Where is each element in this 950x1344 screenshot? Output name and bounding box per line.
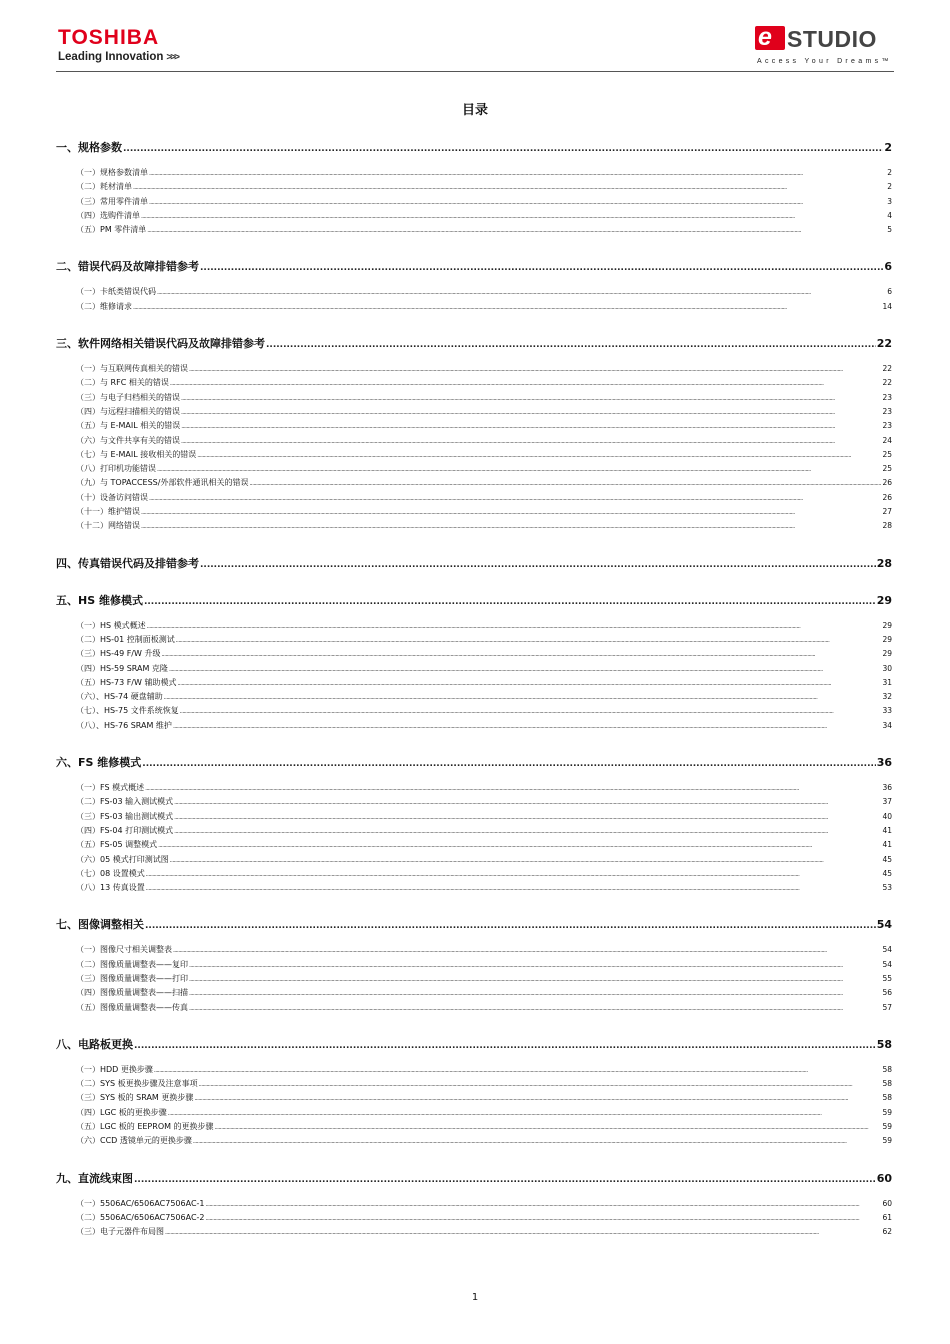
dot-leader: [194, 1092, 881, 1106]
dot-leader: [142, 757, 875, 772]
toc-entry-page: 55: [882, 973, 892, 983]
toc-entry-label: （八）打印机功能错误: [76, 464, 156, 474]
toc-entry-label: （五）与 E-MAIL 相关的错误: [76, 421, 181, 431]
dot-leader: [176, 634, 882, 648]
dot-leader: [249, 477, 881, 491]
toc-entry[interactable]: [56, 1063, 892, 1077]
dot-leader: [181, 392, 881, 406]
toc-entry[interactable]: [56, 853, 892, 867]
toc-entry[interactable]: [56, 462, 892, 476]
toc-entry[interactable]: [56, 676, 892, 690]
dot-leader: [181, 406, 881, 420]
toc-entry[interactable]: [56, 943, 892, 957]
dot-leader: [174, 825, 881, 839]
toc-entry-label: （四）与远程扫描相关的错误: [76, 406, 180, 416]
toc-entry-label: （十一）维护错误: [76, 507, 140, 517]
toc-section-page: 28: [876, 556, 892, 570]
toc-subsection-list: [56, 619, 892, 733]
dot-leader: [189, 363, 881, 377]
dot-leader: [181, 420, 881, 434]
toc-entry-label: （六）CCD 透镜单元的更换步骤: [76, 1136, 192, 1146]
toc-section-label: 九、直流线束图: [56, 1171, 133, 1185]
toc-entry-page: 14: [882, 301, 892, 311]
toc-subsection-list: [56, 781, 892, 895]
toc-section-page: 29: [876, 593, 892, 607]
toc-entry-page: 61: [882, 1212, 892, 1222]
toc-entry[interactable]: [56, 180, 892, 194]
toc-section[interactable]: [56, 1171, 892, 1186]
dot-leader: [144, 595, 876, 610]
dot-leader: [206, 1198, 882, 1212]
toc-entry-page: 59: [882, 1136, 892, 1146]
toc-section[interactable]: [56, 259, 892, 274]
dot-leader: [197, 449, 881, 463]
toc-subsection-list: [56, 1063, 892, 1149]
toc-entry[interactable]: [56, 419, 892, 433]
toc-entry-label: （二）5506AC/6506AC7506AC-2: [76, 1212, 205, 1222]
toc-entry-label: （二）FS-03 输入测试模式: [76, 797, 174, 807]
toc-entry-label: （三）与电子归档相关的错误: [76, 392, 180, 402]
dot-leader: [157, 463, 881, 477]
toc-section-label: 一、规格参数: [56, 141, 122, 154]
toc-entry-page: 31: [882, 677, 892, 687]
toc-section[interactable]: [56, 755, 892, 770]
toc-section[interactable]: [56, 593, 892, 608]
dot-leader: [189, 987, 881, 1001]
toc-entry-label: （七）08 设置模式: [76, 868, 145, 878]
toc-entry-label: （五）HS-73 F/W 辅助模式: [76, 677, 177, 687]
toc-entry-page: 22: [882, 364, 892, 374]
toc-entry-page: 37: [882, 797, 892, 807]
toc-section[interactable]: [56, 556, 892, 571]
toc-entry-page: 2: [887, 168, 892, 177]
toc-entry[interactable]: [56, 986, 892, 1000]
dot-leader: [177, 677, 881, 691]
toc-entry[interactable]: [56, 824, 892, 838]
toc-section-label: 七、图像调整相关: [56, 918, 144, 932]
dot-leader: [189, 959, 881, 973]
dot-leader: [189, 1002, 881, 1016]
toc-subsection-list: [56, 1197, 892, 1240]
toc-entry-page: 23: [882, 406, 892, 416]
dot-leader: [199, 1078, 882, 1092]
toc-entry-label: （六）05 模式打印测试图: [76, 854, 169, 864]
dot-leader: [141, 506, 881, 520]
toc-entry-label: （二）与 RFC 相关的错误: [76, 378, 169, 388]
toc-subsection-list: [56, 166, 892, 237]
toc-entry-page: 57: [882, 1002, 892, 1012]
toc-subsection-list: [56, 943, 892, 1014]
toc-entry-label: （四）LGC 板的更换步骤: [76, 1107, 167, 1117]
toc-entry-page: 3: [887, 196, 892, 206]
dot-leader: [147, 620, 882, 634]
dot-leader: [145, 919, 876, 934]
toc-entry-label: （二）维修请求: [76, 301, 132, 311]
toc-entry-page: 62: [882, 1227, 892, 1237]
toc-entry[interactable]: [56, 972, 892, 986]
toc-entry-label: （一）卡纸类错误代码: [76, 287, 156, 297]
toc-entry-label: （三）SYS 板的 SRAM 更换步骤: [76, 1093, 194, 1103]
toc-entry-page: 29: [882, 649, 892, 659]
toc-entry-label: （四）HS-59 SRAM 克隆: [76, 663, 168, 673]
product-slogan: Access Your Dreams™: [757, 58, 892, 65]
dot-leader: [200, 261, 883, 276]
toc-entry-label: （四）FS-04 打印测试模式: [76, 825, 174, 835]
toc-entry-label: （二）图像质量调整表——复印: [76, 959, 188, 969]
toc-entry[interactable]: [56, 405, 892, 419]
toc-entry-label: （七）、HS-75 文件系统恢复: [76, 706, 179, 716]
toc-entry[interactable]: [56, 633, 892, 647]
toc-entry-page: 26: [882, 492, 892, 502]
toc-entry-label: （九）与 TOPACCESS/外部软件通讯相关的错误: [76, 478, 249, 488]
toc-entry-label: （三）HS-49 F/W 升级: [76, 649, 161, 659]
toc-entry-label: （一）图像尺寸相关调整表: [76, 945, 172, 955]
toc-entry[interactable]: [56, 867, 892, 881]
toc-entry[interactable]: [56, 795, 892, 809]
toc-entry[interactable]: [56, 1120, 892, 1134]
toc-entry-label: （二）HS-01 控制面板测试: [76, 634, 175, 644]
toc-entry-page: 53: [882, 883, 892, 893]
toc-entry-label: （八）13 传真设置: [76, 883, 145, 893]
toc-section-label: 二、错误代码及故障排错参考: [56, 260, 199, 274]
toc-entry-label: （十二）网络错误: [76, 521, 140, 531]
toc-entry-page: 28: [882, 521, 892, 531]
toc-entry[interactable]: [56, 391, 892, 405]
toc-section-label: 四、传真错误代码及排错参考: [56, 556, 199, 570]
toc-entry-label: （一）5506AC/6506AC7506AC-1: [76, 1198, 205, 1208]
page-title: 目录: [461, 103, 488, 118]
toc-entry-label: （一）与互联网传真相关的错误: [76, 364, 188, 374]
toc-section[interactable]: [56, 1037, 892, 1052]
toc-entry[interactable]: [56, 1001, 892, 1015]
toc-entry-label: （八）、HS-76 SRAM 维护: [76, 720, 172, 730]
dot-leader: [134, 1173, 876, 1188]
toc-entry-label: （一）规格参数清单: [76, 168, 148, 177]
toc-entry-page: 25: [882, 449, 892, 459]
dot-leader: [173, 944, 881, 958]
toc-entry[interactable]: [56, 166, 892, 180]
dot-leader: [180, 705, 882, 719]
toc-entry-page: 54: [882, 959, 892, 969]
toc-entry[interactable]: [56, 376, 892, 390]
toc-entry-page: 23: [882, 421, 892, 431]
toc-section-label: 三、软件网络相关错误代码及故障排错参考: [56, 337, 265, 351]
dot-leader: [174, 796, 881, 810]
toc-section-page: 60: [876, 1171, 892, 1185]
toc-entry-page: 45: [882, 854, 892, 864]
dot-leader: [193, 1135, 882, 1149]
toc-entry-page: 45: [882, 868, 892, 878]
studio-wordmark: STUDIO: [787, 26, 877, 52]
toc-section-label: 五、HS 维修模式: [56, 593, 143, 607]
toc-entry-label: （五）图像质量调整表——传真: [76, 1002, 188, 1012]
table-of-contents: [56, 118, 892, 1240]
dot-leader: [145, 782, 881, 796]
toc-entry-page: 56: [882, 988, 892, 998]
toc-section[interactable]: [56, 917, 892, 932]
toc-entry[interactable]: [56, 285, 892, 299]
dot-leader: [266, 338, 876, 353]
toc-entry[interactable]: [56, 781, 892, 795]
toc-entry[interactable]: [56, 619, 892, 633]
dot-leader: [146, 882, 882, 896]
toc-entry[interactable]: [56, 1225, 892, 1239]
dot-leader: [170, 854, 882, 868]
toc-entry-label: （四）选购件清单: [76, 210, 140, 220]
dot-leader: [133, 301, 881, 315]
toc-entry-page: 40: [882, 811, 892, 821]
toc-entry-label: （三）图像质量调整表——打印: [76, 973, 188, 983]
estudio-logo: [755, 22, 895, 70]
dot-leader: [174, 811, 881, 825]
toc-entry[interactable]: [56, 448, 892, 462]
toc-entry-page: 59: [882, 1122, 892, 1132]
toc-entry[interactable]: [56, 300, 892, 314]
tagline-text: Leading Innovation: [58, 51, 164, 63]
dot-leader: [149, 492, 881, 506]
dot-leader: [158, 839, 881, 853]
toc-section-label: 六、FS 维修模式: [56, 756, 142, 770]
dot-leader: [149, 167, 886, 181]
toc-entry[interactable]: [56, 476, 892, 490]
toc-entry-label: （五）LGC 板的 EEPROM 的更换步骤: [76, 1122, 214, 1132]
dot-leader: [154, 1064, 882, 1078]
toc-entry[interactable]: [56, 505, 892, 519]
dot-leader: [206, 1212, 882, 1226]
toc-subsection-list: [56, 285, 892, 314]
toc-entry-label: （三）常用零件清单: [76, 196, 148, 206]
toc-entry[interactable]: [56, 519, 892, 533]
toc-entry[interactable]: [56, 958, 892, 972]
toc-entry[interactable]: [56, 704, 892, 718]
dot-leader: [157, 286, 886, 300]
toc-entry-page: 41: [882, 840, 892, 850]
dot-leader: [168, 1107, 882, 1121]
toc-subsection-list: [56, 362, 892, 534]
dot-leader: [169, 663, 882, 677]
toc-entry-label: （五）FS-05 调整模式: [76, 840, 158, 850]
toc-entry[interactable]: [56, 1211, 892, 1225]
dot-leader: [189, 973, 881, 987]
toc-entry-label: （十）设备访问错误: [76, 492, 148, 502]
dot-leader: [170, 377, 882, 391]
toc-entry[interactable]: [56, 362, 892, 376]
toc-entry-label: （三）电子元器件布局图: [76, 1227, 164, 1237]
dot-leader: [141, 210, 886, 224]
toc-entry-page: 29: [882, 620, 892, 630]
dot-leader: [123, 142, 883, 157]
toc-entry[interactable]: [56, 195, 892, 209]
toc-entry-page: 34: [882, 720, 892, 730]
toc-entry-page: 22: [882, 378, 892, 388]
dot-leader: [200, 558, 876, 573]
toc-section-page: 58: [876, 1037, 892, 1051]
toc-entry-label: （一）HS 模式概述: [76, 620, 146, 630]
header-divider: [56, 71, 894, 72]
toc-entry-page: 26: [882, 478, 892, 488]
toc-entry-page: 59: [882, 1107, 892, 1117]
toc-entry-label: （二）耗材清单: [76, 182, 132, 192]
dot-leader: [161, 648, 881, 662]
e-logo-icon: [755, 23, 785, 51]
toc-entry-label: （六）与文件共享有关的错误: [76, 435, 180, 445]
toc-entry-page: 36: [882, 783, 892, 793]
toc-entry[interactable]: [56, 1091, 892, 1105]
toc-entry[interactable]: [56, 690, 892, 704]
toc-entry-page: 60: [882, 1198, 892, 1208]
toc-entry-page: 54: [882, 945, 892, 955]
toc-entry-page: 5: [887, 225, 892, 235]
toc-entry[interactable]: [56, 838, 892, 852]
page-header: [0, 0, 950, 78]
toc-entry-page: 58: [882, 1064, 892, 1074]
dot-leader: [165, 1226, 881, 1240]
dot-leader: [215, 1121, 882, 1135]
toc-entry-page: 58: [882, 1079, 892, 1089]
toshiba-logo: TOSHIBA: [58, 26, 160, 49]
toc-entry-page: 58: [882, 1093, 892, 1103]
toc-entry-page: 25: [882, 464, 892, 474]
toc-entry-label: （五）PM 零件清单: [76, 225, 147, 235]
toc-entry-page: 27: [882, 507, 892, 517]
toc-entry[interactable]: [56, 491, 892, 505]
toc-entry-label: （六）、HS-74 硬盘辅助: [76, 692, 163, 702]
toc-entry[interactable]: [56, 1134, 892, 1148]
toc-entry-page: 41: [882, 825, 892, 835]
toc-section-page: 6: [884, 260, 892, 274]
toc-entry-page: 33: [882, 706, 892, 716]
chevrons-icon: >>>: [166, 52, 178, 63]
toc-section-label: 八、电路板更换: [56, 1037, 133, 1051]
toc-entry-page: 30: [882, 663, 892, 673]
toc-entry-label: （一）FS 模式概述: [76, 783, 145, 793]
toc-entry-page: 6: [887, 287, 892, 297]
toc-entry[interactable]: [56, 719, 892, 733]
toc-entry-label: （二）SYS 板更换步骤及注意事项: [76, 1079, 198, 1089]
toc-section-page: 36: [876, 756, 892, 770]
toc-entry[interactable]: [56, 1106, 892, 1120]
toc-entry[interactable]: [56, 647, 892, 661]
toc-entry[interactable]: [56, 434, 892, 448]
toc-entry-label: （一）HDD 更换步骤: [76, 1064, 153, 1074]
dot-leader: [133, 181, 886, 195]
toc-entry-label: （七）与 E-MAIL 接收相关的错误: [76, 449, 197, 459]
toc-entry-page: 29: [882, 634, 892, 644]
toc-entry-label: （四）图像质量调整表——扫描: [76, 988, 188, 998]
toc-entry-page: 23: [882, 392, 892, 402]
toc-entry-label: （三）FS-03 输出测试模式: [76, 811, 174, 821]
dot-leader: [173, 720, 882, 734]
page-number: 1: [471, 1292, 479, 1303]
dot-leader: [146, 868, 882, 882]
toc-entry-page: 24: [882, 435, 892, 445]
dot-leader: [149, 196, 886, 210]
toc-section-page: 22: [876, 337, 892, 351]
e-logo-letter: e: [758, 23, 772, 51]
toc-entry-page: 32: [882, 692, 892, 702]
toc-section-page: 54: [876, 918, 892, 932]
toc-entry[interactable]: [56, 881, 892, 895]
dot-leader: [141, 520, 881, 534]
toc-section[interactable]: [56, 336, 892, 351]
dot-leader: [147, 224, 886, 238]
toc-section[interactable]: [56, 140, 892, 155]
toc-entry[interactable]: [56, 662, 892, 676]
toc-entry[interactable]: [56, 1197, 892, 1211]
dot-leader: [164, 691, 882, 705]
toc-entry[interactable]: [56, 209, 892, 223]
toc-entry-page: 2: [887, 182, 892, 192]
brand-tagline: [58, 51, 178, 64]
toc-section-page: 2: [884, 141, 892, 154]
toc-entry[interactable]: [56, 223, 892, 237]
dot-leader: [134, 1039, 876, 1054]
toc-entry[interactable]: [56, 810, 892, 824]
dot-leader: [181, 435, 881, 449]
toc-entry-page: 4: [887, 210, 892, 220]
toc-entry[interactable]: [56, 1077, 892, 1091]
